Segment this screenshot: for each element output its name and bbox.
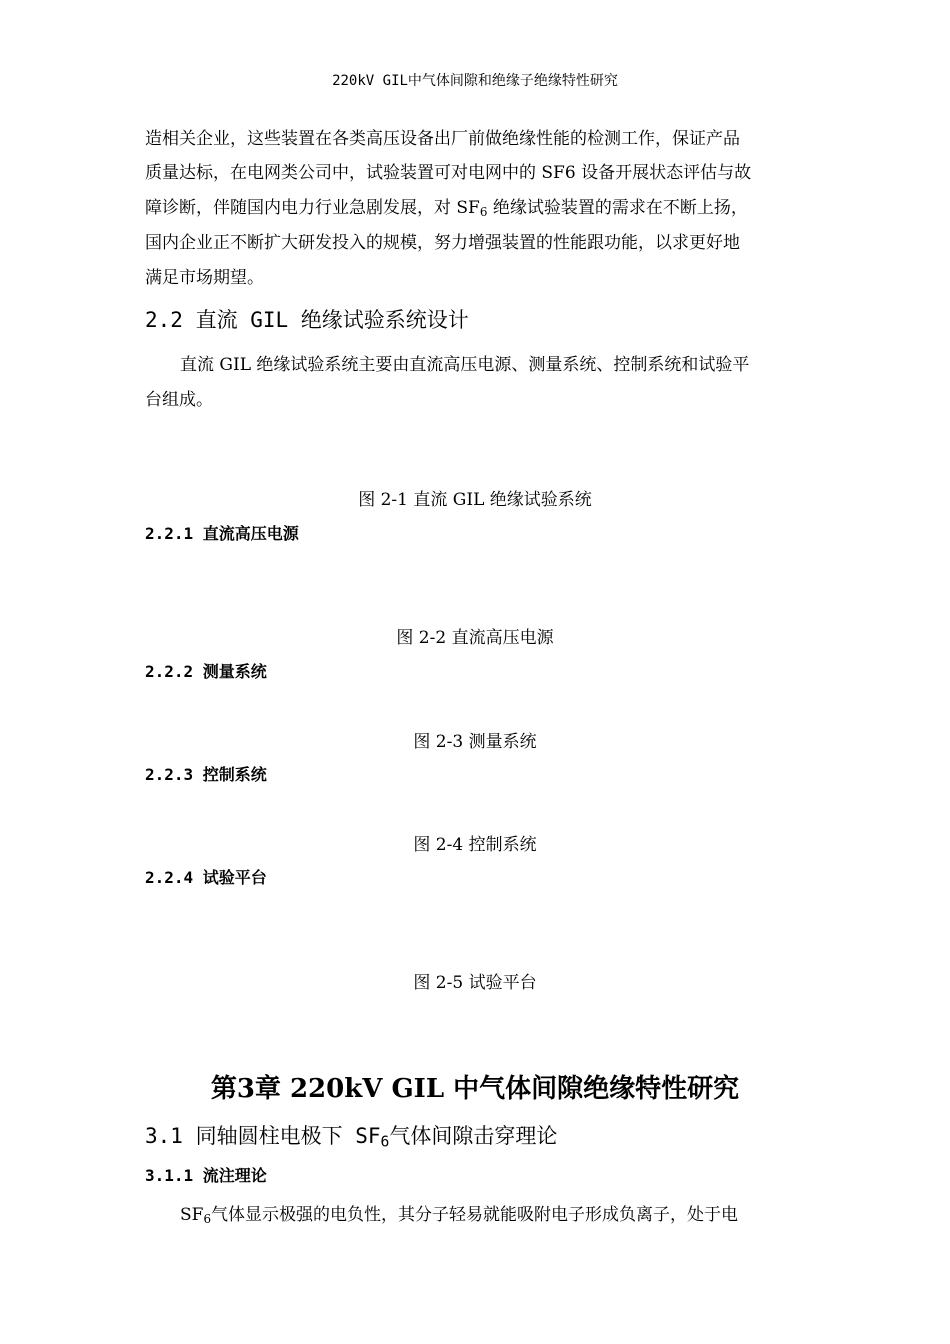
chapter-title: 第3章 220kV GIL 中气体间隙绝缘特性研究 [210,1074,740,1104]
page-header: 220kV GIL中气体间隙和绝缘子绝缘特性研究 [332,73,618,89]
subsection-heading: 2.2.1 直流高压电源 [145,524,299,543]
paragraph-line: 直流 GIL 绝缘试验系统主要由直流高压电源、测量系统、控制系统和试验平 [180,355,750,375]
figure-caption: 图 2-5 试验平台 [413,973,537,993]
text-run: 气体显示极强的电负性，其分子轻易就能吸附电子形成负离子，处于电 [211,1205,739,1225]
subsection-heading: 2.2.2 测量系统 [145,662,267,681]
section-heading: 2.2 直流 GIL 绝缘试验系统设计 [145,308,469,332]
subsection-heading: 3.1.1 流注理论 [145,1166,267,1185]
figure-caption: 图 2-2 直流高压电源 [396,628,554,648]
paragraph-line: 质量达标，在电网类公司中，试验装置可对电网中的 SF6 设备开展状态评估与故 [145,163,752,183]
paragraph-line [145,193,748,219]
paragraph-line: 国内企业正不断扩大研发投入的规模，努力增强装置的性能跟功能，以求更好地 [145,233,740,253]
text-run: 气体间隙击穿理论 [389,1124,558,1148]
paragraph-line [180,1200,738,1226]
subscript: 6 [479,204,488,219]
paragraph-line: 台组成。 [145,390,213,410]
section-heading [145,1120,557,1151]
subscript: 6 [380,1133,390,1151]
paragraph-line: 满足市场期望。 [145,268,264,288]
subsection-heading: 2.2.4 试验平台 [145,868,267,887]
text-run: SF [180,1205,204,1225]
paragraph-line: 造相关企业，这些装置在各类高压设备出厂前做绝缘性能的检测工作，保证产品 [145,129,740,149]
subsection-heading: 2.2.3 控制系统 [145,765,267,784]
text-run: 障诊断，伴随国内电力行业急剧发展，对 SF [145,198,480,218]
figure-caption: 图 2-1 直流 GIL 绝缘试验系统 [358,490,592,510]
text-run: 绝缘试验装置的需求在不断上扬， [487,198,748,218]
figure-caption: 图 2-3 测量系统 [413,732,537,752]
subscript: 6 [203,1211,212,1226]
text-run: 3.1 同轴圆柱电极下 SF [145,1124,381,1148]
figure-caption: 图 2-4 控制系统 [413,835,537,855]
